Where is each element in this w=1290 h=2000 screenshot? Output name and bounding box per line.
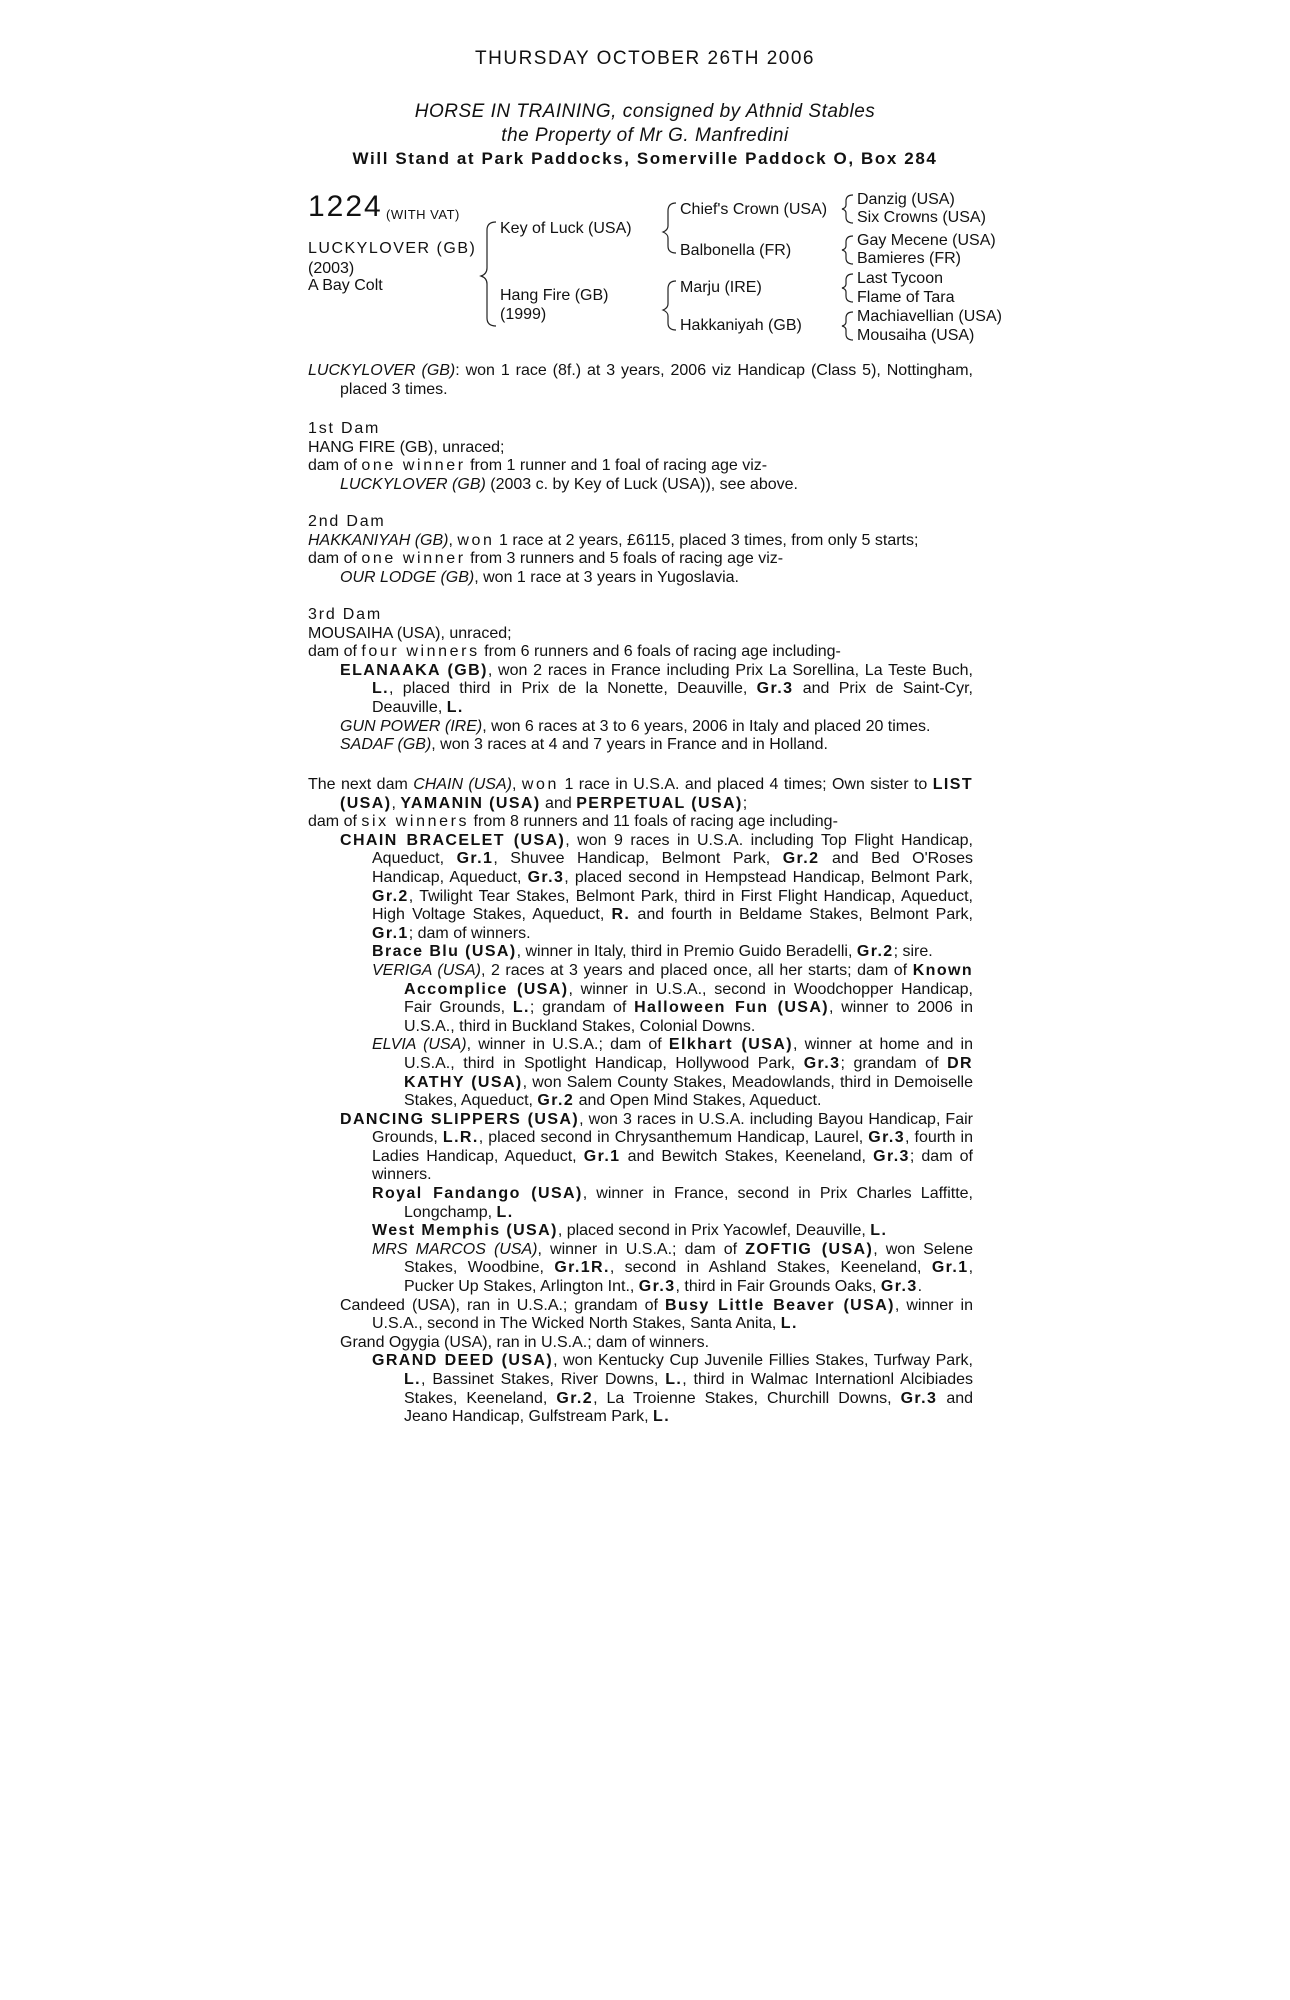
- text-run: YAMANIN (USA): [400, 794, 541, 812]
- text-run: dam of: [308, 813, 362, 831]
- text-run: L.: [665, 1371, 683, 1388]
- second-dam-line1: [308, 532, 973, 551]
- consignment-line: HORSE IN TRAINING, consigned by Athnid Stables: [414, 101, 876, 122]
- sale-date: THURSDAY OCTOBER 26TH 2006: [475, 48, 815, 69]
- progeny-chain-bracelet: [308, 832, 973, 944]
- text-run: DANCING SLIPPERS (USA): [340, 1110, 580, 1128]
- text-run: L.: [496, 1203, 514, 1221]
- bracket-sire: [663, 203, 676, 253]
- progeny-west-memphis: [308, 1222, 973, 1241]
- text-run: , third in Fair Grounds Oaks,: [675, 1278, 881, 1296]
- text-run: one winner: [361, 550, 466, 568]
- pedigree-gg5: Last Tycoon: [857, 270, 943, 287]
- text-run: 1 race in U.S.A. and placed 4 times; Own sister to: [559, 776, 933, 793]
- text-run: won: [521, 776, 560, 793]
- text-run: L.R.: [442, 1129, 479, 1147]
- first-dam-line2: [308, 457, 973, 476]
- text-run: L.: [512, 999, 530, 1017]
- text-run: , won 6 races at 3 to 6 years, 2006 in Italy and placed 20 times.: [482, 717, 931, 735]
- text-run: Royal Fandango (USA): [372, 1185, 583, 1203]
- pedigree-gg2: Six Crowns (USA): [857, 209, 986, 226]
- bracket-g3: [842, 274, 853, 302]
- text-run: dam of: [308, 643, 362, 661]
- text-run: Gr.2: [372, 887, 409, 905]
- progeny-grand-deed: [308, 1352, 973, 1426]
- first-dam-section: [308, 420, 973, 494]
- text-run: Gr.3: [527, 868, 565, 886]
- text-run: Gr.1: [583, 1147, 621, 1165]
- text-run: 1 race at 2 years, £6115, placed 3 times, from only 5 starts;: [494, 531, 919, 549]
- progeny-royal-fandango: [308, 1185, 973, 1222]
- text-run: six winners: [361, 813, 470, 831]
- text-run: Gr.2: [537, 1092, 575, 1110]
- text-run: Gr.3: [880, 1278, 918, 1296]
- text-run: .: [917, 1278, 923, 1296]
- text-run: West Memphis (USA): [372, 1222, 558, 1240]
- summary-text: : won 1 race (8f.) at 3 years, 2006 viz Handicap (Class 5), Nottingham, placed 3 times.: [340, 362, 974, 398]
- text-run: DR KATHY (USA): [404, 1054, 973, 1091]
- text-run: , won 3 races in U.S.A. including Bayou Handicap, Fair Grounds,: [372, 1110, 973, 1147]
- text-run: Known Accomplice (USA): [404, 961, 974, 998]
- text-run: , fourth in Ladies Handicap, Aqueduct,: [372, 1129, 974, 1165]
- text-run: won: [457, 531, 495, 549]
- text-run: , winner at home and in U.S.A., third in Spotlight Handicap, Hollywood Park,: [404, 1036, 973, 1072]
- pedigree-dam: Hang Fire (GB): [500, 287, 609, 304]
- text-run: and Bed O'Roses Handicap, Aqueduct,: [372, 850, 974, 886]
- text-run: MRS MARCOS (USA): [372, 1240, 538, 1258]
- text-run: Gr.3: [638, 1278, 676, 1296]
- text-run: Gr.3: [868, 1129, 906, 1147]
- text-run: , Pucker Up Stakes, Arlington Int.,: [404, 1259, 974, 1296]
- bracket-dam: [663, 281, 676, 330]
- text-run: L.: [446, 698, 464, 716]
- text-run: Busy Little Beaver (USA): [665, 1296, 895, 1314]
- summary-name: LUCKYLOVER (GB): [308, 362, 456, 379]
- text-run: ; grandam of: [840, 1054, 948, 1072]
- pedigree-gg4: Bamieres (FR): [857, 250, 962, 267]
- text-run: and Jeano Handicap, Gulfstream Park,: [404, 1389, 974, 1426]
- third-dam-section: [308, 606, 973, 755]
- text-run: Gr.2: [782, 850, 820, 868]
- text-run: , winner in Italy, third in Premio Guido Beradelli,: [516, 943, 857, 961]
- text-run: GUN POWER (IRE): [340, 717, 483, 735]
- text-run: Gr.1: [931, 1259, 969, 1277]
- text-run: , winner in U.S.A., second in The Wicked North Stakes, Santa Anita,: [372, 1296, 974, 1333]
- pedigree-sire-sire: Chief's Crown (USA): [680, 201, 828, 218]
- horse-summary: [308, 362, 973, 399]
- text-run: CHAIN (USA): [413, 776, 512, 793]
- pedigree-gg6: Flame of Tara: [857, 289, 955, 306]
- pedigree-gg1: Danzig (USA): [857, 191, 955, 208]
- bracket-main: [481, 222, 496, 326]
- progeny-elanaaka: [308, 662, 973, 718]
- progeny-sadaf: [308, 736, 973, 755]
- text-run: L.: [404, 1371, 422, 1388]
- bracket-g4: [842, 312, 853, 340]
- text-run: Elkhart (USA): [668, 1036, 793, 1054]
- third-dam-line1: MOUSAIHA (USA), unraced;: [308, 624, 512, 642]
- text-run: and fourth in Beldame Stakes, Belmont Park,: [630, 906, 973, 924]
- text-run: , 2 races at 3 years and placed once, all her starts; dam of: [480, 961, 913, 979]
- text-run: LUCKYLOVER (GB): [340, 475, 486, 493]
- pedigree-dam-dam: Hakkaniyah (GB): [680, 317, 802, 334]
- second-dam-progeny: [308, 569, 973, 588]
- text-run: and Prix de Saint-Cyr, Deauville,: [372, 680, 973, 716]
- text-run: , third in Walmac Internationl Alcibiades Stakes, Keeneland,: [404, 1371, 973, 1407]
- text-run: Candeed (USA), ran in U.S.A.; grandam of: [340, 1296, 665, 1314]
- text-run: GRAND DEED (USA): [372, 1352, 554, 1370]
- text-run: L.: [653, 1408, 671, 1426]
- text-run: , won 3 races at 4 and 7 years in France and in Holland.: [431, 736, 828, 754]
- text-run: , won 1 race at 3 years in Yugoslavia.: [474, 568, 739, 586]
- second-dam-line2: [308, 550, 973, 569]
- pedigree-dam-year: (1999): [500, 306, 547, 323]
- text-run: L.: [372, 680, 390, 698]
- second-dam-heading: 2nd Dam: [308, 513, 386, 530]
- text-run: , won 2 races in France including Prix La Sorellina, La Teste Buch,: [487, 661, 973, 679]
- text-run: from 6 runners and 6 foals of racing age including-: [479, 643, 841, 661]
- text-run: , won 9 races in U.S.A. including Top Flight Handicap, Aqueduct,: [372, 831, 973, 868]
- pedigree-gg3: Gay Mecene (USA): [857, 232, 996, 249]
- bracket-g1: [842, 195, 853, 223]
- text-run: ;: [742, 794, 748, 812]
- bracket-g2: [842, 236, 853, 264]
- text-run: and: [540, 794, 577, 812]
- pedigree-gg7: Machiavellian (USA): [857, 308, 1002, 325]
- text-run: , won Salem County Stakes, Meadowlands, third in Demoiselle Stakes, Aqueduct,: [404, 1073, 974, 1110]
- third-dam-heading: 3rd Dam: [308, 606, 382, 623]
- text-run: Gr.1R.: [554, 1259, 610, 1277]
- text-run: from 8 runners and 11 foals of racing age including-: [469, 813, 838, 831]
- text-run: Gr.3: [873, 1147, 910, 1165]
- text-run: (2003 c. by Key of Luck (USA)), see above.: [485, 475, 798, 493]
- first-dam-progeny: [308, 476, 973, 495]
- second-dam-section: [308, 513, 973, 587]
- horse-name: LUCKYLOVER (GB): [308, 240, 477, 257]
- text-run: ELVIA (USA): [372, 1036, 467, 1054]
- text-run: L.: [780, 1315, 798, 1333]
- text-run: dam of: [308, 457, 362, 475]
- text-run: , Shuvee Handicap, Belmont Park,: [493, 850, 783, 868]
- progeny-dancing-slippers: [308, 1111, 973, 1185]
- text-run: from 1 runner and 1 foal of racing age viz-: [465, 457, 768, 475]
- text-run: , winner in France, second in Prix Charles Laffitte, Longchamp,: [404, 1185, 973, 1221]
- text-run: and Open Mind Stakes, Aqueduct.: [574, 1092, 822, 1110]
- text-run: HAKKANIYAH (GB): [308, 531, 449, 549]
- text-run: The next dam: [308, 776, 414, 793]
- text-run: Gr.3: [803, 1054, 841, 1072]
- pedigree-gg8: Mousaiha (USA): [857, 327, 975, 344]
- text-run: , won Selene Stakes, Woodbine,: [404, 1240, 973, 1277]
- text-run: , second in Ashland Stakes, Keeneland,: [609, 1259, 932, 1277]
- text-run: , placed third in Prix de la Nonette, Deauville,: [389, 680, 757, 698]
- progeny-grand-ogygia: Grand Ogygia (USA), ran in U.S.A.; dam of winners.: [340, 1333, 710, 1351]
- first-dam-heading: 1st Dam: [308, 420, 381, 437]
- horse-year: (2003): [308, 260, 355, 277]
- next-dam-line2: [308, 813, 973, 832]
- text-run: Gr.2: [556, 1389, 594, 1407]
- pedigree-dam-sire: Marju (IRE): [680, 279, 762, 296]
- text-run: Gr.1: [372, 924, 409, 942]
- text-run: ; grandam of: [529, 999, 635, 1017]
- text-run: one winner: [361, 457, 466, 475]
- text-run: four winners: [361, 643, 480, 661]
- text-run: Gr.3: [900, 1389, 938, 1407]
- text-run: Brace Blu (USA): [372, 943, 517, 961]
- text-run: from 3 runners and 5 foals of racing age viz-: [465, 550, 784, 568]
- text-run: , placed second in Prix Yacowlef, Deauville,: [557, 1222, 871, 1240]
- text-run: L.: [870, 1222, 888, 1240]
- pedigree-sire: Key of Luck (USA): [500, 220, 632, 237]
- text-run: Gr.1: [456, 850, 494, 868]
- text-run: ,: [511, 776, 522, 793]
- text-run: , won Kentucky Cup Juvenile Fillies Stakes, Turfway Park,: [553, 1352, 973, 1370]
- progeny-candeed: [308, 1297, 973, 1334]
- progeny-brace-blu: [308, 943, 973, 962]
- text-run: OUR LODGE (GB): [340, 568, 475, 586]
- text-run: , placed second in Chrysanthemum Handicap, Laurel,: [478, 1129, 869, 1147]
- progeny-elvia: [308, 1036, 973, 1110]
- text-run: , winner in U.S.A.; dam of: [466, 1036, 669, 1054]
- text-run: , winner in U.S.A.; dam of: [537, 1240, 746, 1258]
- stand-line: Will Stand at Park Paddocks, Somerville Paddock O, Box 284: [352, 149, 938, 168]
- lot-number: 1224: [308, 190, 383, 223]
- text-run: , winner in U.S.A., second in Woodchopper Handicap, Fair Grounds,: [404, 980, 973, 1017]
- text-run: R.: [611, 906, 631, 924]
- text-run: ; sire.: [893, 943, 933, 961]
- text-run: ELANAAKA (GB): [340, 661, 488, 679]
- text-run: Gr.3: [756, 680, 794, 698]
- text-run: Halloween Fun (USA): [634, 999, 830, 1017]
- text-run: PERPETUAL (USA): [576, 794, 743, 812]
- text-run: ZOFTIG (USA): [745, 1240, 874, 1258]
- text-run: CHAIN BRACELET (USA): [340, 831, 566, 849]
- text-run: , winner to 2006 in U.S.A., third in Buckland Stakes, Colonial Downs.: [404, 999, 973, 1035]
- lot-vat: (WITH VAT): [386, 207, 460, 222]
- progeny-mrs-marcos: [308, 1241, 973, 1297]
- text-run: dam of: [308, 550, 362, 568]
- third-dam-line2: [308, 643, 973, 662]
- text-run: VERIGA (USA): [372, 961, 481, 979]
- text-run: , La Troienne Stakes, Churchill Downs,: [593, 1389, 901, 1407]
- text-run: Gr.2: [856, 943, 894, 961]
- text-run: SADAF (GB): [340, 736, 432, 754]
- text-run: ,: [448, 531, 458, 549]
- property-line: the Property of Mr G. Manfredini: [501, 125, 789, 146]
- text-run: and Bewitch Stakes, Keeneland,: [620, 1147, 874, 1165]
- next-dam-section: [308, 776, 973, 1427]
- pedigree-sire-dam: Balbonella (FR): [680, 242, 792, 259]
- text-run: ; dam of winners.: [408, 924, 531, 942]
- text-run: , Twilight Tear Stakes, Belmont Park, third in First Flight Handicap, Aqueduct, High Voltage Stakes, Aqueduct,: [372, 887, 973, 924]
- next-dam-line1: [308, 776, 973, 813]
- horse-description: A Bay Colt: [308, 277, 383, 294]
- text-run: ,: [391, 794, 401, 812]
- text-run: , Bassinet Stakes, River Downs,: [421, 1371, 666, 1388]
- first-dam-line1: HANG FIRE (GB), unraced;: [308, 438, 505, 456]
- progeny-veriga: [308, 962, 973, 1036]
- progeny-gun-power: [308, 718, 973, 737]
- text-run: LIST (USA): [340, 776, 973, 812]
- text-run: , placed second in Hempstead Handicap, Belmont Park,: [564, 868, 974, 886]
- text-run: ; dam of winners.: [372, 1147, 973, 1184]
